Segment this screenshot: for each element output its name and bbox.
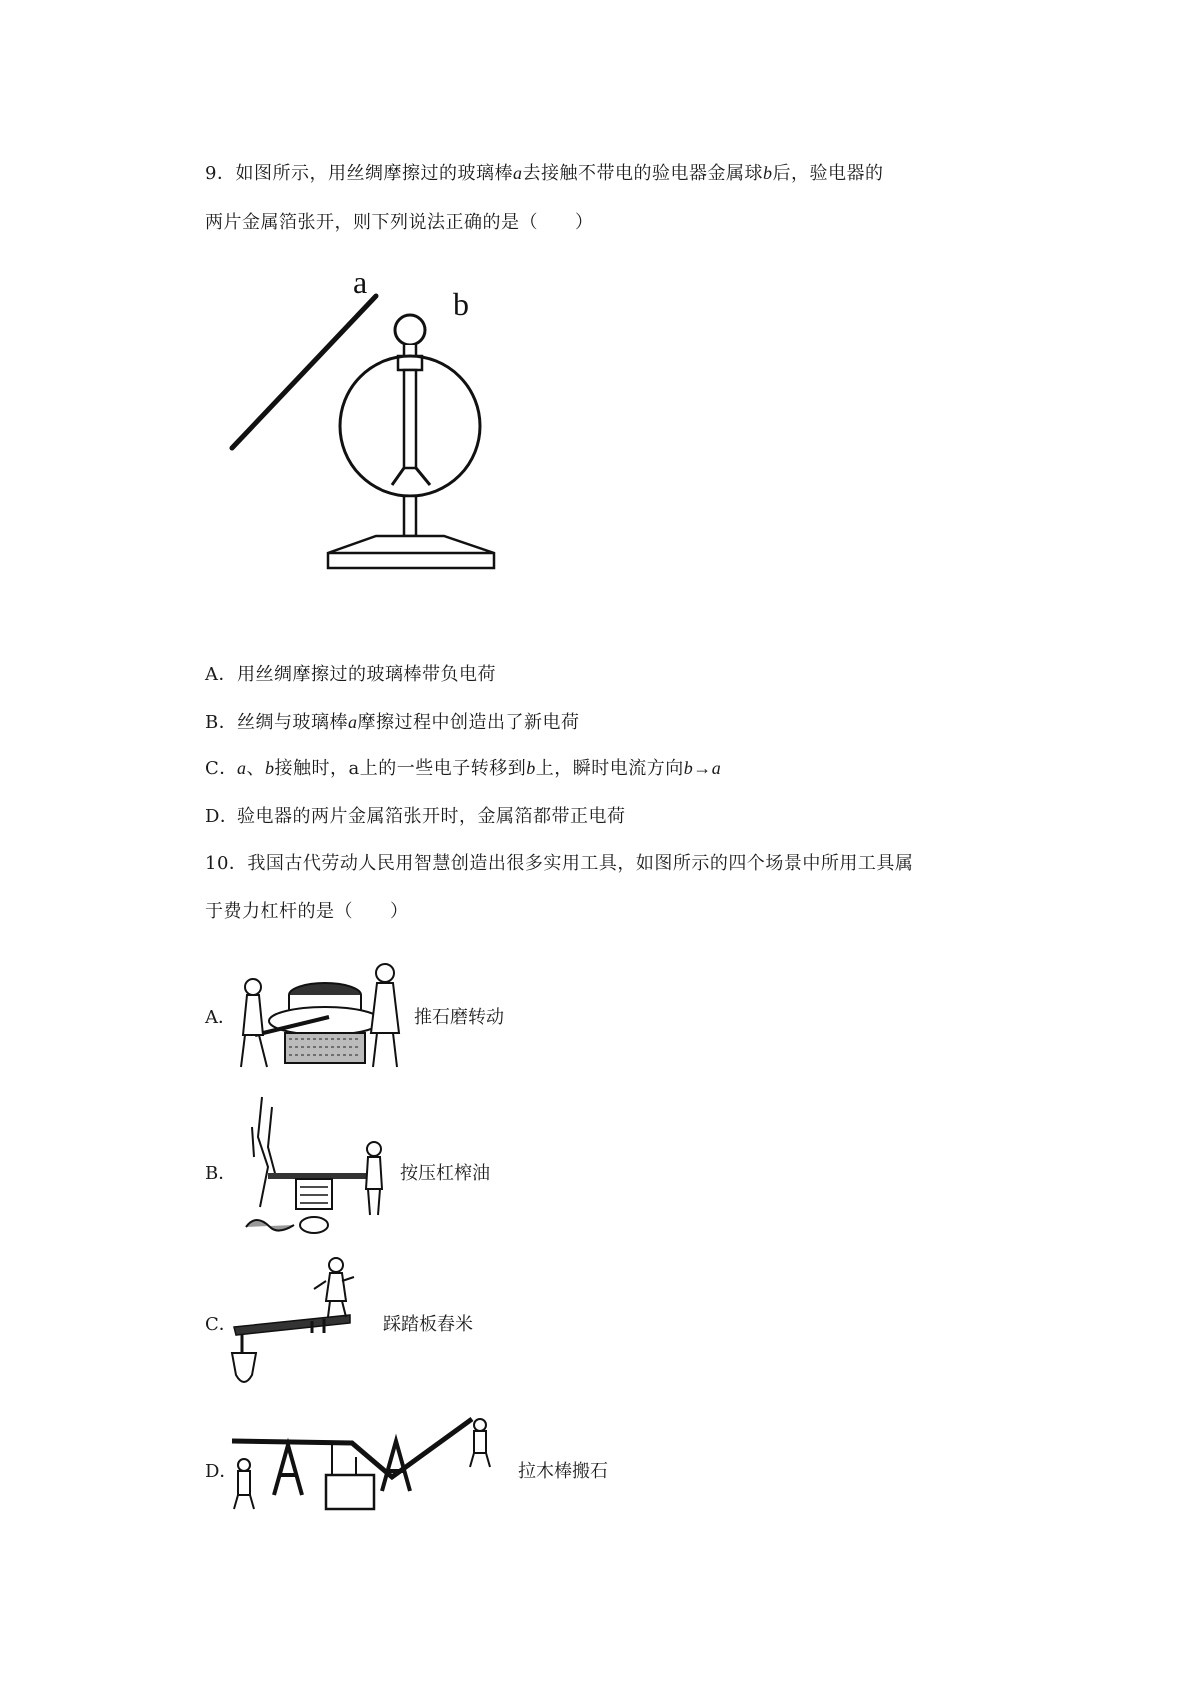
q10-option-b-caption: 按压杠榨油 (400, 1163, 490, 1184)
stand-base (328, 536, 494, 568)
q10-option-c-caption: 踩踏板舂米 (383, 1314, 473, 1335)
q10-option-b-letter[interactable]: B． (205, 1163, 237, 1184)
label-a: a (353, 264, 368, 300)
glass-rod (232, 296, 376, 448)
q9-number: 9． (205, 163, 236, 184)
q10-stem-line1: 10．我国古代劳动人民用智慧创造出很多实用工具，如图所示的四个场景中所用工具属 (205, 853, 914, 874)
q9-option-c[interactable]: C．a、b接触时，a上的一些电子转移到b上，瞬时电流方向b→a (205, 758, 722, 779)
q9-option-b[interactable]: B．丝绸与玻璃棒a摩擦过程中创造出了新电荷 (205, 712, 580, 733)
q10-option-a-letter[interactable]: A． (205, 1007, 236, 1028)
q10-option-d-caption: 拉木棒搬石 (518, 1461, 608, 1482)
q9-option-a[interactable]: A．用丝绸摩擦过的玻璃棒带负电荷 (205, 664, 496, 685)
oil-press-illustration (242, 1097, 402, 1247)
q9-stem-line1: 9．如图所示，用丝绸摩擦过的玻璃棒a去接触不带电的验电器金属球b后，验电器的 (205, 163, 884, 184)
q10-number: 10． (205, 853, 248, 874)
q10-option-d-letter[interactable]: D． (205, 1461, 238, 1482)
q10-stem-line2: 于费力杠杆的是（ ） (205, 901, 409, 922)
label-b: b (453, 286, 469, 322)
stand-post (404, 496, 416, 536)
stone-mill-illustration (237, 955, 412, 1075)
rice-pounder-illustration (232, 1255, 382, 1405)
metal-rod (404, 370, 416, 468)
lever-stone-illustration (232, 1405, 512, 1525)
q9-stem-line2: 两片金属箔张开，则下列说法正确的是（ ） (205, 212, 594, 233)
q10-option-c-letter[interactable]: C． (205, 1314, 237, 1335)
electroscope-figure (220, 264, 560, 610)
q10-option-a-caption: 推石磨转动 (414, 1007, 504, 1028)
metal-foils (392, 468, 430, 485)
metal-ball (395, 315, 425, 345)
q9-option-d[interactable]: D．验电器的两片金属箔张开时，金属箔都带正电荷 (205, 806, 626, 827)
